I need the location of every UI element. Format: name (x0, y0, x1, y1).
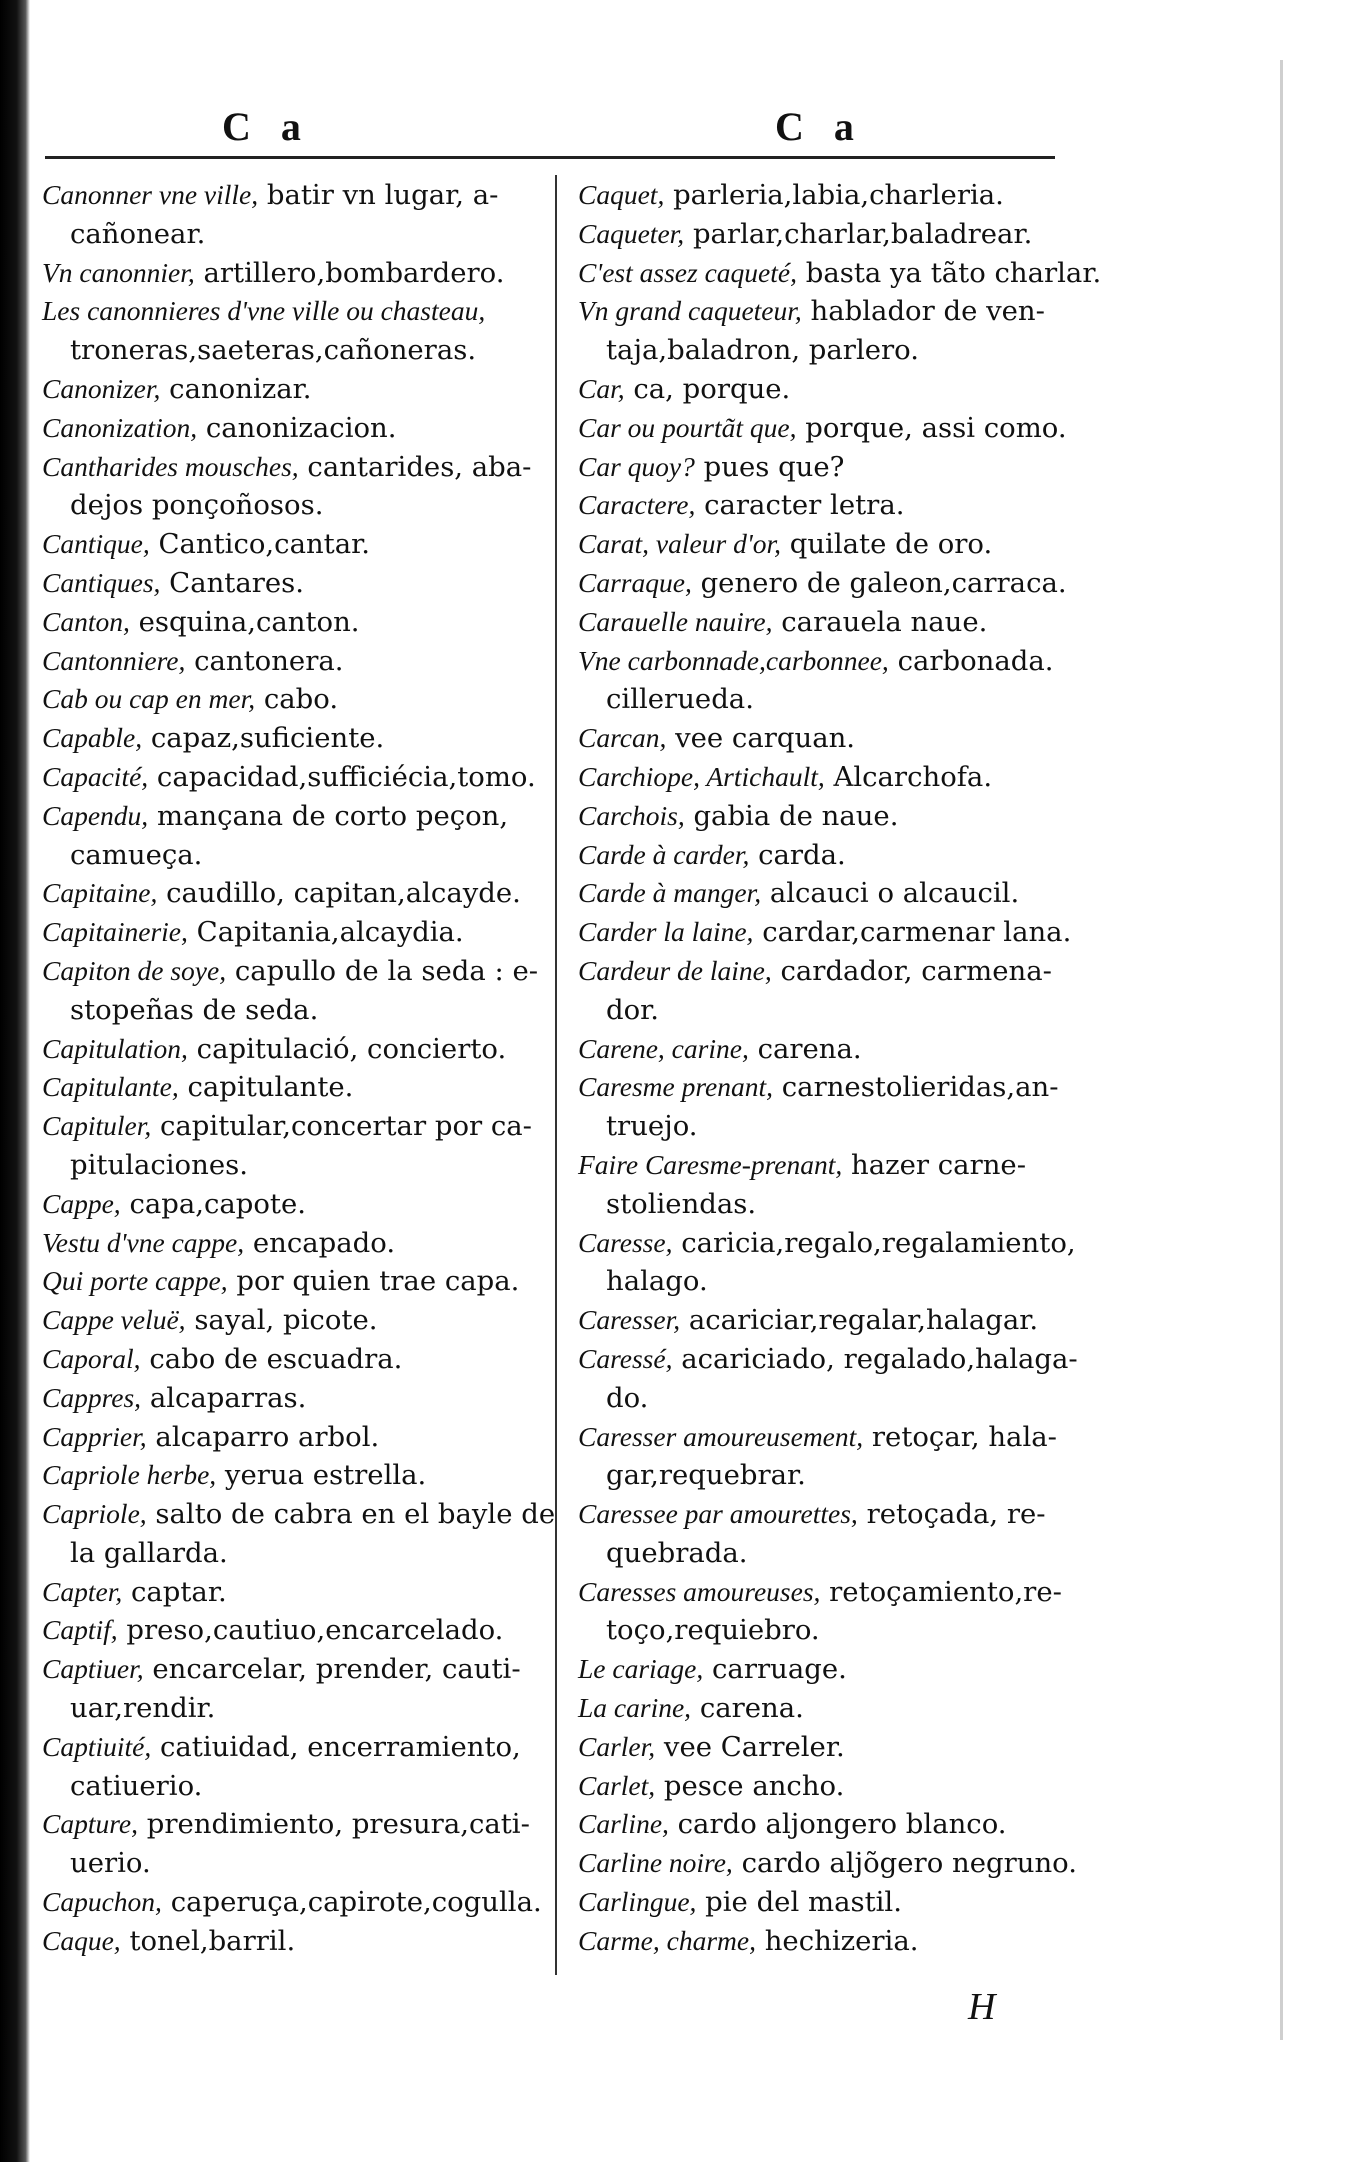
entry-translation: cabo de escuadra. (149, 1342, 403, 1375)
entry-headword: Caque, (42, 1924, 121, 1956)
dictionary-entry (578, 1068, 1158, 1107)
entry-headword: Canonization, (42, 411, 198, 443)
left-column (42, 176, 556, 1961)
entry-headword: Vn grand caqueteur, (578, 295, 802, 327)
dictionary-entry (42, 1883, 552, 1922)
entry-translation: batir vn lugar, a- (266, 179, 499, 211)
dictionary-entry (578, 1146, 1158, 1185)
dictionary-entry (578, 1689, 1158, 1728)
entry-translation: retoçada, re- (866, 1498, 1046, 1531)
dictionary-entry (578, 448, 1158, 487)
entry-headword: Capuchon, (42, 1886, 162, 1918)
entry-headword: Caresser amoureusement, (578, 1420, 864, 1452)
entry-headword: Cantiques, (42, 566, 161, 598)
dictionary-entry (42, 1301, 552, 1340)
entry-headword: Car, (578, 372, 625, 404)
entry-continuation: cañonear. (70, 217, 206, 250)
dictionary-entry (578, 1573, 1158, 1612)
dictionary-entry (578, 1767, 1158, 1806)
entry-headword: Caresse, (578, 1226, 673, 1258)
dictionary-entry (578, 1883, 1158, 1922)
entry-headword: Car quoy? (578, 450, 695, 482)
entry-headword: Caractere, (578, 489, 696, 521)
entry-continuation: uar,rendir. (70, 1692, 216, 1725)
entry-translation: preso,cautiuo,encarcelado. (126, 1614, 504, 1647)
entry-translation: alcaparras. (149, 1381, 307, 1414)
entry-translation: encapado. (252, 1226, 396, 1259)
paper-edge (1280, 60, 1283, 2040)
dictionary-entry (42, 448, 552, 487)
entry-translation: cardo aljõgero negruno. (741, 1847, 1077, 1880)
entry-headword: Capiton de soye, (42, 954, 227, 986)
dictionary-entry (42, 370, 552, 409)
entry-continuation: stoliendas. (606, 1187, 757, 1220)
dictionary-entry (42, 292, 552, 331)
dictionary-entry (42, 1107, 552, 1146)
entry-translation: salto de cabra en el bayle de (155, 1498, 556, 1531)
dictionary-entry (42, 1495, 556, 1534)
dictionary-entry (578, 215, 1158, 254)
dictionary-entry (578, 1340, 1158, 1379)
entry-headword: Caqueter, (578, 217, 685, 249)
dictionary-entry (578, 797, 1158, 836)
dictionary-entry (42, 758, 552, 797)
dictionary-entry (42, 1805, 552, 1844)
entry-translation: caperuça,capirote,cogulla. (170, 1886, 542, 1919)
dictionary-entry (42, 1611, 552, 1650)
dictionary-entry (578, 176, 1158, 215)
entry-headword: Carder la laine, (578, 916, 754, 948)
entry-translation: carauela naue. (781, 605, 988, 638)
dictionary-entry (578, 370, 1158, 409)
dictionary-entry (42, 1922, 552, 1961)
entry-headword: La carine, (578, 1692, 692, 1724)
entry-headword: Carcan, (578, 722, 667, 754)
entry-headword: Carene, carine, (578, 1032, 749, 1064)
entry-translation: mançana de corto peçon, (156, 799, 509, 832)
entry-headword: Capituler, (42, 1110, 152, 1142)
entry-translation: retoçar, hala- (871, 1420, 1057, 1453)
entry-headword: Caresme prenant, (578, 1071, 774, 1103)
entry-translation: parleria,labia,charleria. (673, 179, 1004, 211)
entry-headword: Cantique, (42, 528, 150, 560)
entry-continuation: cillerueda. (606, 683, 754, 716)
entry-headword: Cantharides mousches, (42, 450, 299, 482)
entry-headword: Carauelle nauire, (578, 605, 773, 637)
entry-headword: Carat, valeur d'or, (578, 528, 781, 560)
dictionary-entry (42, 603, 552, 642)
entry-translation: yerua estrella. (224, 1459, 427, 1492)
entry-translation: cantarides, aba- (307, 450, 532, 483)
entry-translation: quilate de oro. (789, 528, 993, 561)
entry-translation: retoçamiento,re- (829, 1575, 1062, 1608)
entry-translation: capitulació, concierto. (196, 1032, 507, 1065)
entry-continuation: do. (606, 1381, 649, 1414)
entry-translation: tonel,barril. (129, 1924, 296, 1957)
entry-continuation: truejo. (606, 1110, 698, 1143)
running-head-left: C a (222, 104, 311, 149)
entry-translation: capacidad,sufficiécia,tomo. (156, 760, 536, 793)
entry-translation: ca, porque. (633, 372, 791, 405)
entry-translation: sayal, picote. (194, 1304, 378, 1337)
entry-continuation: toço,requiebro. (606, 1614, 820, 1647)
entry-translation: canonizacion. (205, 411, 397, 444)
dictionary-entry (42, 1030, 552, 1069)
entry-translation: caricia,regalo,regalamiento, (681, 1226, 1076, 1259)
entry-headword: Vn canonnier, (42, 256, 195, 288)
entry-translation: catiuidad, encerramiento, (160, 1730, 521, 1763)
entry-headword: Capriole, (42, 1498, 147, 1530)
entry-headword: Capter, (42, 1575, 123, 1607)
column-divider (555, 175, 557, 1975)
entry-translation: Alcarchofa. (833, 760, 993, 793)
dictionary-entry (578, 564, 1158, 603)
entry-headword: Captif, (42, 1614, 118, 1646)
entry-translation: alcaparro arbol. (155, 1420, 380, 1453)
entry-translation: cantonera. (194, 644, 344, 677)
entry-headword: Caquet, (578, 179, 665, 210)
entry-translation: capa,capote. (129, 1187, 306, 1220)
entry-headword: Carraque, (578, 566, 692, 598)
entry-translation: caudillo, capitan,alcayde. (166, 877, 521, 910)
entry-translation: hablador de ven- (810, 295, 1045, 328)
dictionary-entry (578, 603, 1158, 642)
entry-headword: Carchois, (578, 799, 685, 831)
entry-headword: Carlet, (578, 1769, 656, 1801)
dictionary-entry (42, 1262, 552, 1301)
dictionary-entry (42, 1185, 552, 1224)
dictionary-entry (578, 758, 1158, 797)
entry-translation: captar. (130, 1575, 227, 1608)
entry-headword: Cantonniere, (42, 644, 186, 676)
entry-headword: Car ou pourtãt que, (578, 411, 797, 443)
entry-headword: Carlingue, (578, 1886, 697, 1918)
entry-translation: vee carquan. (675, 722, 856, 755)
entry-translation: acariciar,regalar,halagar. (688, 1304, 1039, 1337)
entry-translation: carda. (758, 838, 846, 871)
dictionary-entry (578, 1301, 1158, 1340)
entry-translation: capitulante. (187, 1071, 354, 1104)
dictionary-entry (42, 952, 552, 991)
dictionary-entry (578, 1805, 1158, 1844)
entry-translation: capullo de la seda : e- (234, 954, 539, 987)
entry-translation: Cantares. (169, 566, 305, 599)
entry-headword: Vestu d'vne cappe, (42, 1226, 245, 1258)
dictionary-entry (42, 1728, 552, 1767)
dictionary-entry (578, 836, 1158, 875)
entry-continuation: halago. (606, 1265, 708, 1298)
entry-headword: Cappe veluë, (42, 1304, 186, 1336)
dictionary-entry (42, 1068, 552, 1107)
dictionary-entry (578, 1922, 1158, 1961)
entry-headword: Canonizer, (42, 372, 161, 404)
entry-translation: pie del mastil. (705, 1886, 902, 1919)
dictionary-entry (578, 254, 1158, 293)
dictionary-entry (42, 254, 552, 293)
dictionary-entry (578, 874, 1158, 913)
dictionary-entry (578, 952, 1158, 991)
entry-headword: Capacité, (42, 760, 149, 792)
dictionary-entry (42, 680, 552, 719)
entry-translation: caracter letra. (704, 489, 905, 522)
entry-translation: parlar,charlar,baladrear. (692, 217, 1033, 250)
dictionary-entry (578, 642, 1158, 681)
entry-headword: Capriole herbe, (42, 1459, 217, 1491)
running-head-right: C a (775, 104, 864, 149)
entry-continuation: la gallarda. (70, 1536, 228, 1569)
entry-headword: Cappe, (42, 1187, 121, 1219)
entry-continuation: dor. (606, 993, 660, 1026)
right-column (578, 176, 1158, 1961)
entry-headword: Les canonnieres d'vne ville ou chasteau, (42, 295, 486, 327)
entry-translation: artillero,bombardero. (203, 256, 505, 289)
dictionary-entry (42, 874, 552, 913)
dictionary-entry (578, 1224, 1158, 1263)
entry-translation: cardador, carmena- (780, 954, 1052, 987)
entry-headword: Carde à carder, (578, 838, 750, 870)
dictionary-entry (42, 642, 552, 681)
dictionary-entry (42, 1379, 552, 1418)
dictionary-entry (578, 409, 1158, 448)
entry-translation: genero de galeon,carraca. (700, 566, 1067, 599)
entry-translation: cardar,carmenar lana. (762, 916, 1072, 949)
entry-headword: Canonner vne ville, (42, 179, 259, 210)
entry-translation: basta ya tãto charlar. (805, 256, 1102, 289)
dictionary-entry (578, 719, 1158, 758)
entry-headword: Capitaine, (42, 877, 158, 909)
entry-continuation: camueça. (70, 838, 203, 871)
entry-headword: Capendu, (42, 799, 149, 831)
dictionary-entry (578, 486, 1158, 525)
entry-translation: carbonada. (897, 644, 1054, 677)
entry-headword: Carline noire, (578, 1847, 733, 1879)
entry-headword: Faire Caresme-prenant, (578, 1148, 843, 1180)
dictionary-entry (42, 564, 552, 603)
entry-headword: Capitulante, (42, 1071, 179, 1103)
dictionary-entry (578, 1030, 1158, 1069)
entry-translation: esquina,canton. (138, 605, 360, 638)
entry-translation: Capitania,alcaydia. (196, 916, 464, 949)
entry-translation: carruage. (712, 1653, 847, 1686)
dictionary-entry (42, 1418, 552, 1457)
entry-headword: Caresser, (578, 1304, 681, 1336)
entry-headword: Le cariage, (578, 1653, 704, 1685)
entry-headword: Capture, (42, 1808, 138, 1840)
dictionary-entry (578, 1844, 1158, 1883)
entry-headword: Qui porte cappe, (42, 1265, 228, 1297)
dictionary-entry (578, 525, 1158, 564)
dictionary-entry (42, 1573, 552, 1612)
dictionary-entry (42, 176, 552, 215)
entry-continuation: catiuerio. (70, 1769, 203, 1802)
dictionary-entry (42, 719, 552, 758)
entry-headword: Vne carbonnade,carbonnee, (578, 644, 889, 676)
entry-translation: carnestolieridas,an- (781, 1071, 1059, 1104)
entry-headword: Capable, (42, 722, 143, 754)
entry-headword: Cab ou cap en mer, (42, 683, 256, 715)
entry-headword: Captiuité, (42, 1730, 152, 1762)
dictionary-entry (42, 913, 552, 952)
entry-translation: carena. (699, 1692, 804, 1725)
dictionary-entry (578, 1650, 1158, 1689)
dictionary-entry (42, 1224, 552, 1263)
dictionary-entry (578, 913, 1158, 952)
entry-headword: Capitulation, (42, 1032, 188, 1064)
dictionary-entry (578, 292, 1158, 331)
entry-translation: hechizeria. (764, 1924, 919, 1957)
entry-translation: hazer carne- (851, 1148, 1026, 1181)
entry-continuation: taja,baladron, parlero. (606, 334, 919, 367)
entry-translation: pesce ancho. (663, 1769, 845, 1802)
entry-headword: Caressé, (578, 1342, 673, 1374)
entry-translation: Cantico,cantar. (158, 528, 370, 561)
book-gutter (0, 0, 30, 2162)
dictionary-entry (578, 1418, 1158, 1457)
entry-translation: encarcelar, prender, cauti- (152, 1653, 521, 1686)
entry-continuation: dejos ponçoñosos. (70, 489, 324, 522)
entry-headword: Cardeur de laine, (578, 954, 772, 986)
entry-headword: Carme, charme, (578, 1924, 756, 1956)
entry-continuation: troneras,saeteras,cañoneras. (70, 334, 477, 367)
entry-continuation: quebrada. (606, 1536, 748, 1569)
entry-headword: Cappres, (42, 1381, 142, 1413)
entry-translation: porque, assi como. (805, 411, 1067, 444)
signature-mark: H (968, 1986, 996, 2028)
entry-translation: acariciado, regalado,halaga- (681, 1342, 1078, 1375)
entry-translation: capaz,suficiente. (150, 722, 385, 755)
entry-translation: vee Carreler. (663, 1730, 845, 1763)
entry-translation: carena. (757, 1032, 862, 1065)
entry-translation: pues que? (703, 450, 845, 483)
entry-headword: Captiuer, (42, 1653, 144, 1685)
dictionary-entry (578, 1495, 1158, 1534)
entry-headword: Caporal, (42, 1342, 141, 1374)
entry-translation: prendimiento, presura,cati- (146, 1808, 530, 1841)
entry-translation: capitular,concertar por ca- (160, 1110, 532, 1143)
entry-translation: cabo. (263, 683, 339, 716)
entry-continuation: pitulaciones. (70, 1148, 248, 1181)
entry-headword: Caressee par amourettes, (578, 1498, 858, 1530)
entry-headword: C'est assez caqueté, (578, 256, 797, 288)
entry-headword: Capitainerie, (42, 916, 188, 948)
dictionary-entry (42, 525, 552, 564)
entry-continuation: uerio. (70, 1847, 151, 1880)
entry-headword: Carchiope, Artichault, (578, 760, 825, 792)
dictionary-entry (42, 797, 552, 836)
entry-translation: cardo aljongero blanco. (677, 1808, 1007, 1841)
dictionary-entry (578, 1728, 1158, 1767)
dictionary-entry (42, 1340, 552, 1379)
entry-headword: Capprier, (42, 1420, 147, 1452)
entry-headword: Carline, (578, 1808, 669, 1840)
entry-translation: por quien trae capa. (236, 1265, 520, 1298)
entry-continuation: stopeñas de seda. (70, 993, 319, 1026)
dictionary-entry (42, 1456, 552, 1495)
dictionary-entry (42, 409, 552, 448)
entry-translation: alcauci o alcaucil. (769, 877, 1020, 910)
entry-continuation: gar,requebrar. (606, 1459, 806, 1492)
entry-translation: canonizar. (169, 372, 312, 405)
entry-headword: Canton, (42, 605, 130, 637)
header-rule (45, 156, 1055, 159)
entry-translation: gabia de naue. (693, 799, 899, 832)
entry-headword: Carler, (578, 1730, 656, 1762)
entry-headword: Caresses amoureuses, (578, 1575, 821, 1607)
entry-headword: Carde à manger, (578, 877, 762, 909)
dictionary-entry (42, 1650, 552, 1689)
